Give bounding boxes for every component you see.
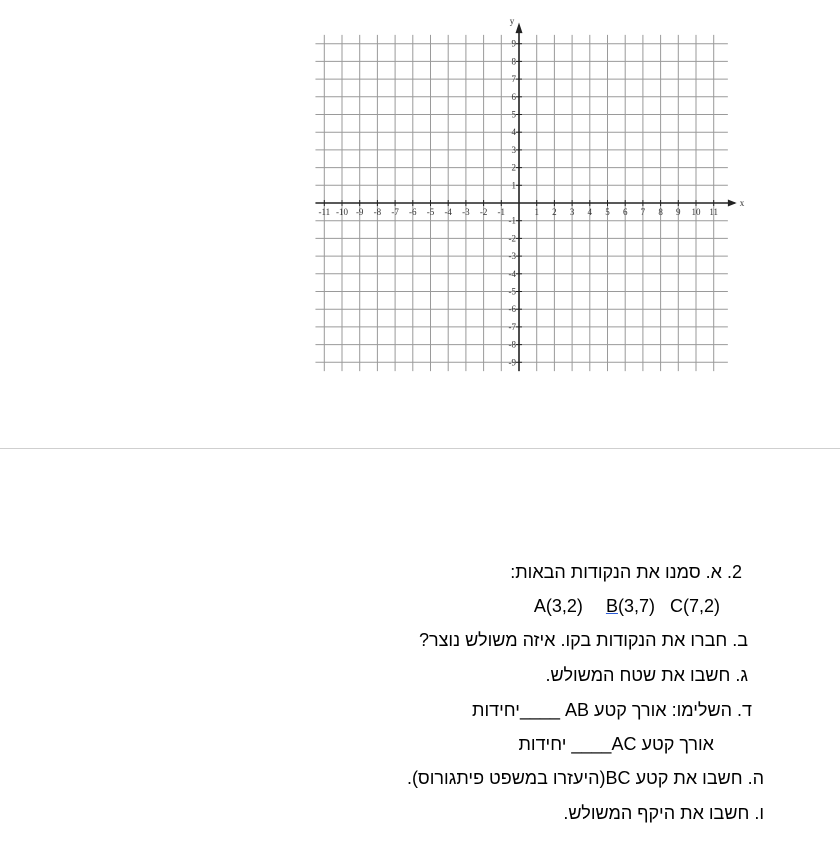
- y-tick-label: 6: [511, 91, 516, 102]
- x-tick-label: -11: [318, 207, 331, 217]
- y-tick-label: 2: [511, 162, 516, 173]
- question-d-line2: אורך קטע AC____ יחידות: [518, 734, 714, 754]
- question-a-text: א. סמנו את הנקודות הבאות:: [510, 562, 722, 582]
- question-a: [510, 562, 742, 583]
- y-tick-label: -2: [508, 233, 516, 244]
- tick-labels: [318, 18, 744, 367]
- y-tick-label: 1: [511, 180, 516, 191]
- y-axis-arrow: [516, 22, 523, 33]
- points-list: [524, 596, 720, 617]
- y-tick-label: -4: [508, 268, 516, 279]
- x-axis-arrow: [728, 200, 737, 207]
- x-tick-label: 2: [552, 207, 557, 217]
- y-tick-label: -8: [508, 339, 516, 350]
- point-c: C(7,2): [669, 596, 720, 616]
- point-b-letter: B: [605, 596, 618, 616]
- coordinate-grid: [300, 18, 750, 383]
- y-tick-label: -7: [508, 321, 516, 332]
- page-divider: [0, 448, 840, 449]
- y-tick-label: 3: [511, 144, 516, 155]
- point-b-coords: (3,7): [617, 596, 655, 616]
- y-tick-label: 4: [511, 127, 516, 138]
- point-a: A(3,2): [533, 596, 583, 616]
- x-tick-label: 5: [605, 207, 610, 217]
- x-tick-label: -6: [409, 207, 417, 217]
- x-tick-label: 7: [640, 207, 646, 217]
- x-tick-label: -9: [355, 207, 364, 217]
- question-e: ה. חשבו את קטע BC(היעזרו במשפט פיתגורוס).: [406, 768, 764, 788]
- question-f: ו. חשבו את היקף המשולש.: [563, 803, 764, 823]
- x-axis-label: x: [739, 198, 745, 208]
- x-tick-label: -4: [444, 207, 452, 217]
- y-tick-label: -3: [508, 251, 516, 262]
- y-tick-label: 9: [511, 38, 516, 49]
- y-tick-label: -9: [508, 357, 516, 368]
- x-tick-label: -2: [479, 207, 488, 217]
- x-tick-label: -7: [391, 207, 399, 217]
- x-tick-label: 9: [676, 207, 681, 217]
- y-axis-label: y: [509, 18, 515, 27]
- y-tick-label: -1: [508, 215, 516, 226]
- x-tick-label: 3: [569, 207, 575, 217]
- question-number: 2.: [726, 562, 742, 582]
- x-tick-label: -10: [336, 207, 348, 217]
- x-tick-label: -5: [426, 207, 435, 217]
- y-tick-label: -5: [508, 286, 516, 297]
- question-d: ד. השלימו: אורך קטע AB ____יחידות: [472, 700, 752, 720]
- y-tick-label: -6: [508, 304, 516, 315]
- question-b: ב. חברו את הנקודות בקו. איזה משולש נוצר?: [418, 630, 748, 650]
- x-tick-label: -3: [462, 207, 470, 217]
- x-tick-label: -1: [497, 207, 506, 217]
- x-tick-label: 8: [658, 207, 663, 217]
- x-tick-label: 4: [587, 207, 593, 217]
- question-c: ג. חשבו את שטח המשולש.: [545, 665, 748, 685]
- y-tick-label: 7: [511, 74, 516, 85]
- y-tick-label: 8: [511, 56, 516, 67]
- y-tick-label: 5: [511, 109, 516, 120]
- x-tick-label: 11: [709, 207, 719, 217]
- axes: [315, 22, 736, 371]
- x-tick-label: 6: [622, 207, 628, 217]
- x-tick-label: 1: [534, 207, 539, 217]
- x-tick-label: -8: [373, 207, 382, 217]
- point-b: [606, 596, 655, 616]
- x-tick-label: 10: [691, 207, 701, 217]
